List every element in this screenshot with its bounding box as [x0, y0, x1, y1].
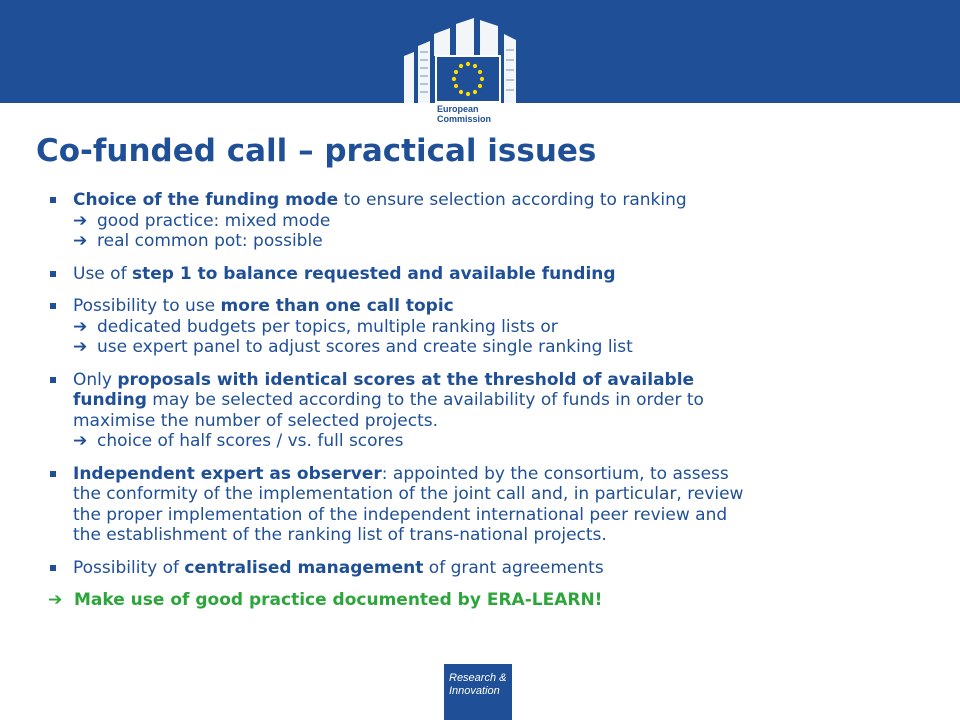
arrow-right-icon: ➔: [73, 210, 88, 231]
text: : appointed by the consortium, to assess: [381, 463, 729, 484]
conclusion: [48, 590, 918, 611]
bullet-square-icon: [50, 377, 56, 383]
text: Possibility to use: [73, 296, 221, 316]
bullet-line: [73, 411, 918, 432]
text: Possibility of: [73, 557, 185, 578]
bullet-line: [73, 525, 918, 546]
text: of grant agreements: [423, 557, 604, 578]
bullet-line: [73, 296, 918, 317]
ri-logo-line2: Innovation: [449, 685, 500, 697]
research-innovation-logo: [444, 664, 512, 720]
bullet-square-icon: [50, 565, 56, 571]
bullet-line: [73, 505, 918, 526]
bold-text: centralised management: [184, 557, 424, 578]
sub-point: [73, 211, 918, 232]
arrow-right-icon: ➔: [73, 316, 88, 337]
bold-text: proposals with identical scores at the threshold of available: [117, 369, 695, 390]
sub-point-text: dedicated budgets per topics, multiple ranking lists or: [97, 316, 558, 337]
bullet-item: [48, 370, 918, 452]
sub-point-text: choice of half scores / vs. full scores: [97, 431, 404, 451]
bold-text: Independent expert as observer: [73, 463, 382, 484]
bold-text: step 1 to balance requested and available funding: [131, 263, 616, 284]
text: may be selected according to the availability of funds in order to: [146, 390, 704, 410]
bullet-line: [73, 370, 918, 391]
berlaymont-building-icon: [400, 16, 520, 106]
bullet-line: [73, 264, 918, 285]
bullet-line: [73, 464, 918, 485]
arrow-right-icon: ➔: [73, 231, 88, 251]
bullet-item: [48, 558, 918, 579]
sub-point-text: good practice: mixed mode: [97, 210, 331, 231]
bullet-square-icon: [50, 471, 56, 477]
bullet-line: [73, 558, 918, 579]
bold-text: funding: [73, 390, 147, 410]
conclusion-text: Make use of good practice documented by ERA-LEARN!: [74, 590, 603, 610]
sub-point: [73, 337, 918, 358]
sub-point-text: real common pot: possible: [97, 231, 323, 251]
text: maximise the number of selected projects.: [73, 410, 439, 431]
logo-caption-line2: Commission: [437, 114, 492, 124]
sub-point: [73, 231, 918, 252]
sub-point-text: use expert panel to adjust scores and create single ranking list: [97, 337, 633, 357]
bullet-item: [48, 190, 918, 252]
logo-caption: [437, 104, 491, 124]
arrow-right-icon: ➔: [73, 431, 88, 451]
bullet-square-icon: [50, 271, 56, 277]
text: the conformity of the implementation of the joint call and, in particular, review: [73, 484, 744, 504]
bullet-line: [73, 190, 918, 211]
text: Use of: [73, 263, 132, 284]
ri-logo-line1: Research &: [449, 672, 507, 684]
logo-caption-line1: European: [437, 104, 479, 114]
text: Only: [73, 369, 118, 390]
text: the establishment of the ranking list of trans-national projects.: [73, 525, 607, 545]
bullet-line: [73, 390, 918, 411]
sub-point: [73, 431, 918, 452]
bullet-square-icon: [50, 197, 56, 203]
bold-text: Choice of the funding mode: [73, 190, 339, 210]
bold-text: more than one call topic: [220, 296, 454, 316]
page-title: Co-funded call – practical issues: [36, 133, 597, 169]
text: to ensure selection according to ranking: [338, 190, 687, 210]
bullet-square-icon: [50, 303, 56, 309]
sub-point: [73, 317, 918, 338]
bullet-line: [73, 484, 918, 505]
arrow-right-icon: ➔: [48, 590, 63, 610]
bullet-item: [48, 464, 918, 546]
arrow-right-icon: ➔: [73, 337, 88, 357]
text: the proper implementation of the independent international peer review and: [73, 504, 728, 525]
bullet-list: [48, 190, 918, 611]
bullet-item: [48, 264, 918, 285]
bullet-item: [48, 296, 918, 358]
